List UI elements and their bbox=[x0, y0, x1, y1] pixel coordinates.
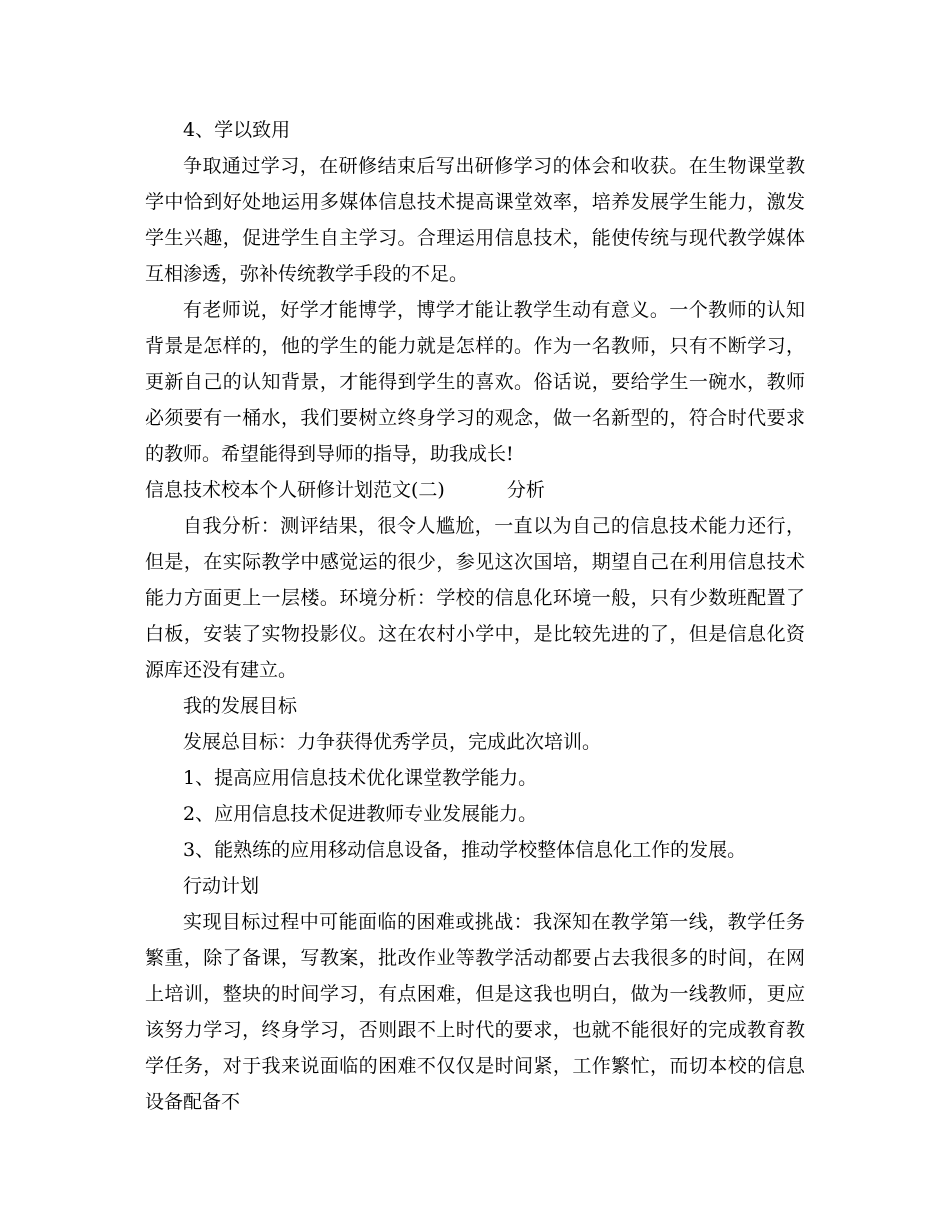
list-item-goal-3: 3、能熟练的应用移动信息设备，推动学校整体信息化工作的发展。 bbox=[183, 839, 747, 861]
paragraph-overall-goal: 发展总目标：力争获得优秀学员，完成此次培训。 bbox=[183, 731, 602, 753]
subheading-action-plan: 行动计划 bbox=[183, 875, 260, 897]
list-item-goal-2: 2、应用信息技术促进教师专业发展能力。 bbox=[183, 803, 538, 825]
section-heading bbox=[145, 472, 805, 508]
paragraph-challenges: 实现目标过程中可能面临的困难或挑战：我深知在教学第一线，教学任务繁重，除了备课，写教案，批改作业等教学活动都要占去我很多的时间，在网上培训，整块的时间学习，有点困难，但是这我也明白，做为一线教师，更应该努力学习，终身学习，否则跟不上时代的要求，也就不能很好的完成教育教学任务，对于我来说面临的困难不仅仅是时间紧，工作繁忙，而切本校的信息设备配备不 bbox=[145, 911, 805, 1113]
document-body bbox=[145, 112, 805, 1120]
section-title: 信息技术校本个人研修计划范文(二) bbox=[145, 479, 445, 501]
subheading-development-goals: 我的发展目标 bbox=[183, 695, 298, 717]
list-item-goal-1: 1、提高应用信息技术优化课堂教学能力。 bbox=[183, 767, 538, 789]
paragraph-teacher-learning: 有老师说，好学才能博学，博学才能让教学生动有意义。一个教师的认知背景是怎样的，他的学生的能力就是怎样的。作为一名教师，只有不断学习，更新自己的认知背景，才能得到学生的喜欢。俗话说，要给学生一碗水，教师必须要有一桶水，我们要树立终身学习的观念，做一名新型的，符合时代要求的教师。希望能得到导师的指导，助我成长! bbox=[145, 299, 805, 465]
paragraph-study-goals: 争取通过学习，在研修结束后写出研修学习的体会和收获。在生物课堂教学中恰到好处地运用多媒体信息技术提高课堂效率，培养发展学生能力，激发学生兴趣，促进学生自主学习。合理运用信息技术，能使传统与现代教学媒体互相渗透，弥补传统教学手段的不足。 bbox=[145, 155, 805, 285]
section-subtitle: 分析 bbox=[506, 479, 545, 501]
paragraph-self-analysis: 自我分析：测评结果，很令人尴尬，一直以为自己的信息技术能力还行，但是，在实际教学中感觉运的很少，参见这次国培，期望自己在利用信息技术能力方面更上一层楼。环境分析：学校的信息化环境一般，只有少数班配置了白板，安装了实物投影仪。这在农村小学中，是比较先进的了，但是信息化资源库还没有建立。 bbox=[145, 515, 805, 681]
item-heading-apply: 4、学以致用 bbox=[183, 119, 291, 141]
